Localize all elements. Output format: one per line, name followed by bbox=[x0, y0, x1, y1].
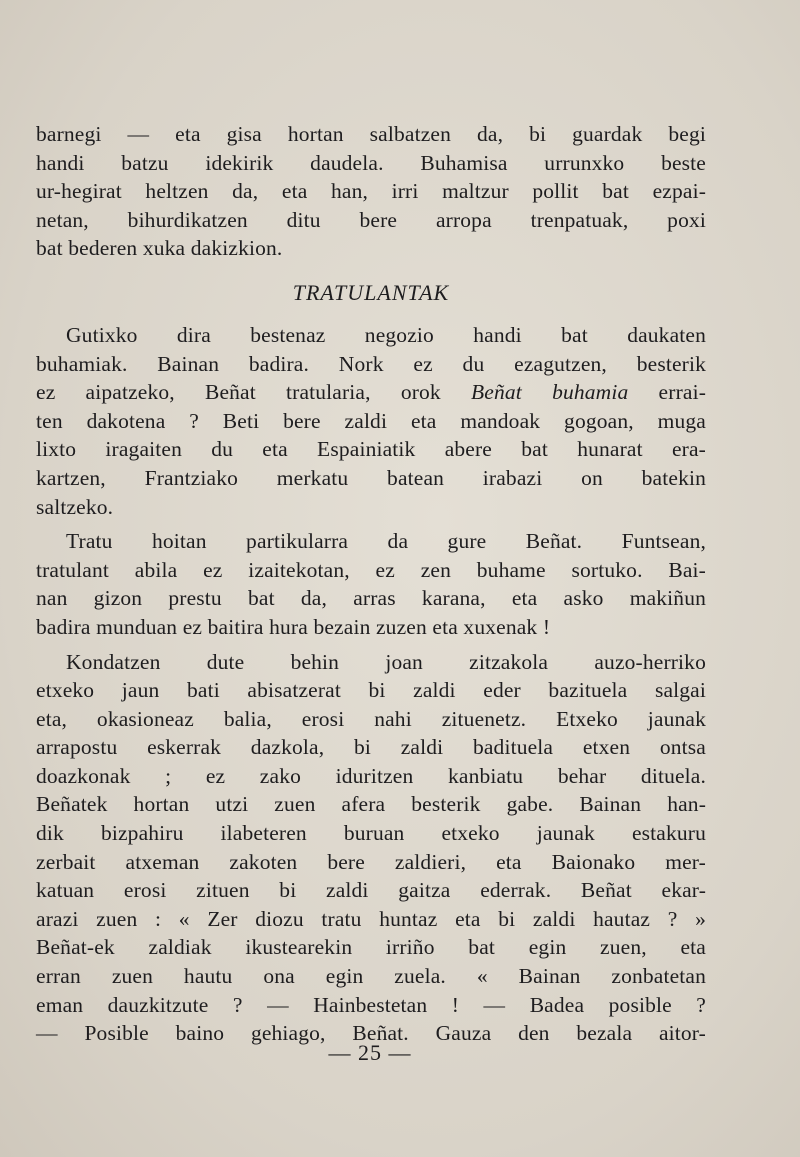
text-line: Beñatek hortan utzi zuen afera besterik gabe. Bainan han- bbox=[36, 792, 706, 817]
paragraph-3 bbox=[36, 527, 706, 641]
text-line: katuan erosi zituen bi zaldi gaitza ederrak. Beñat ekar- bbox=[36, 878, 706, 903]
text-line: netan, bihurdikatzen ditu bere arropa trenpatuak, poxi bbox=[36, 207, 706, 232]
text-line: — Posible baino gehiago, Beñat. Gauza den bezala aitor- bbox=[36, 1021, 706, 1046]
book-page bbox=[36, 120, 706, 1048]
text-line: Gutixko dira bestenaz negozio handi bat daukaten bbox=[66, 322, 706, 347]
text-line: Kondatzen dute behin joan zitzakola auzo-herriko bbox=[66, 649, 706, 674]
text-line: lixto iragaiten du eta Espainiatik abere bat hunarat era- bbox=[36, 437, 706, 462]
text-line: tratulant abila ez izaitekotan, ez zen buhame sortuko. Bai- bbox=[36, 557, 706, 582]
text-line: etxeko jaun bati abisatzerat bi zaldi eder bazituela salgai bbox=[36, 678, 706, 703]
section-heading: TRATULANTAK bbox=[292, 279, 450, 305]
paragraph-1 bbox=[36, 120, 706, 263]
emphasis-text: Beñat buhamia bbox=[471, 380, 629, 405]
text-line: Tratu hoitan partikularra da gure Beñat. Funtsean, bbox=[66, 529, 706, 554]
text-line: nan gizon prestu bat da, arras karana, eta asko makiñun bbox=[36, 586, 706, 611]
text-line: badira munduan ez baitira hura bezain zuzen eta xuxenak ! bbox=[36, 614, 551, 639]
text-line: dik bizpahiru ilabeteren buruan etxeko jaunak estakuru bbox=[36, 821, 706, 846]
text-line bbox=[36, 378, 706, 407]
text-line: erran zuen hautu ona egin zuela. « Bainan zonbatetan bbox=[36, 964, 706, 989]
text-line: saltzeko. bbox=[36, 494, 114, 519]
text-line: ten dakotena ? Beti bere zaldi eta mandoak gogoan, muga bbox=[36, 408, 706, 433]
paragraph-4 bbox=[36, 648, 706, 1048]
text-line: eta, okasioneaz balia, erosi nahi zituenetz. Etxeko jaunak bbox=[36, 706, 706, 731]
text-line: barnegi — eta gisa hortan salbatzen da, bi guardak begi bbox=[36, 122, 706, 146]
text-line: arazi zuen : « Zer diozu tratu huntaz eta bi zaldi hautaz ? » bbox=[36, 906, 706, 931]
paragraph-2 bbox=[36, 321, 706, 521]
text-line: eman dauzkitzute ? — Hainbestetan ! — Badea posible ? bbox=[36, 992, 706, 1017]
text-line: zerbait atxeman zakoten bere zaldieri, eta Baionako mer- bbox=[36, 849, 706, 874]
text-line: kartzen, Frantziako merkatu batean irabazi on batekin bbox=[36, 465, 706, 490]
text-line: ur-hegirat heltzen da, eta han, irri maltzur pollit bat ezpai- bbox=[36, 179, 706, 204]
text-line: handi batzu idekirik daudela. Buhamisa urrunxko beste bbox=[36, 150, 706, 175]
text-line: Beñat-ek zaldiak ikustearekin irriño bat egin zuen, eta bbox=[36, 935, 706, 960]
text-line: buhamiak. Bainan badira. Nork ez du ezagutzen, besterik bbox=[36, 351, 706, 376]
text-line: bat bederen xuka dakizkion. bbox=[36, 236, 283, 261]
text-line: doazkonak ; ez zako iduritzen kanbiatu behar dituela. bbox=[36, 763, 706, 788]
page-number: — 25 — bbox=[328, 1040, 412, 1065]
text-fragment: ez aipatzeko, Beñat tratularia, orok bbox=[36, 380, 472, 405]
text-fragment: errai- bbox=[628, 380, 706, 405]
text-line: arrapostu eskerrak dazkola, bi zaldi badituela etxen ontsa bbox=[36, 735, 706, 760]
